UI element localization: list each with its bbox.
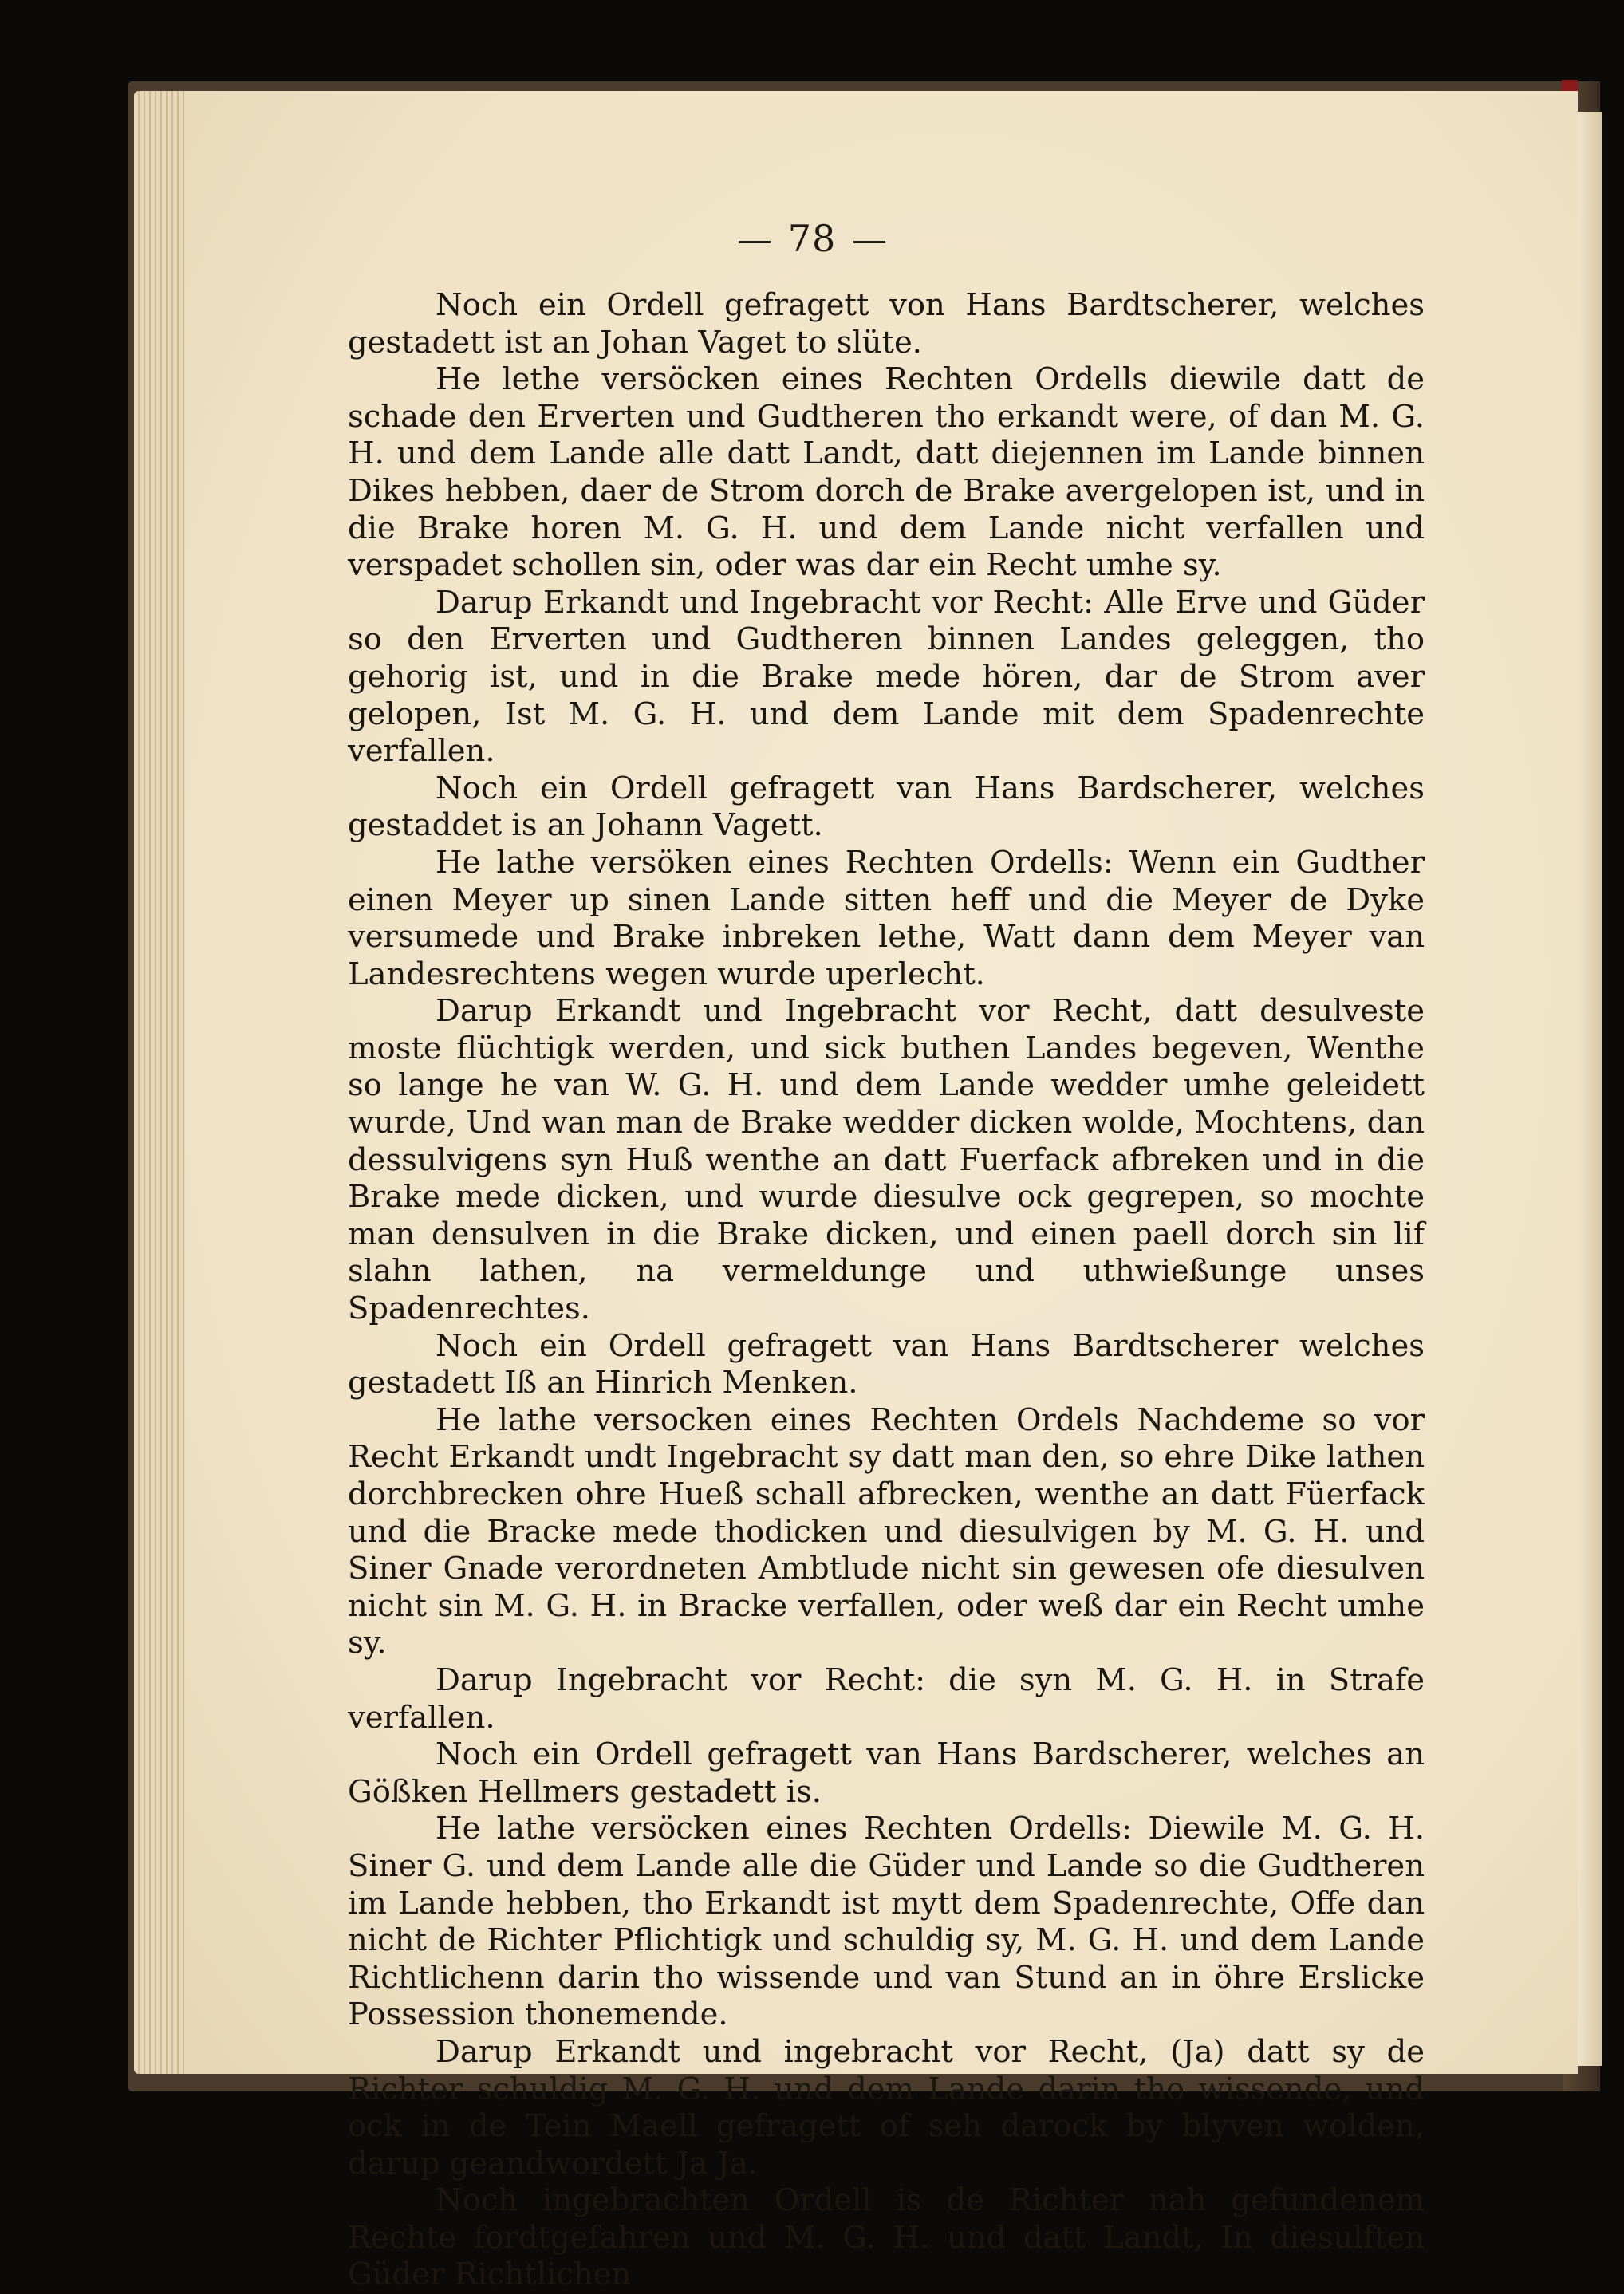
paragraph: He lethe versöcken eines Rechten Ordells diewile datt de schade den Erverten und Gudtheren tho erkandt were, of dan M. G. H. und dem Lande alle datt Landt, datt diejennen im Lande binnen Dikes hebben, daer de Strom dorch de Brake avergelopen ist, und in die Brake horen M. G. H. und dem Lande nicht verfallen und verspadet schollen sin, oder was dar ein Recht umhe sy. bbox=[348, 361, 1425, 584]
paragraph: Darup Ingebracht vor Recht: die syn M. G. H. in Strafe verfallen. bbox=[348, 1661, 1425, 1736]
paragraph: Noch ein Ordell gefragett van Hans Bardtscherer welches gestadett Iß an Hinrich Menken. bbox=[348, 1327, 1425, 1401]
paragraph: Noch ein Ordell gefragett van Hans Bardscherer, welches an Gößken Hellmers gestadett is. bbox=[348, 1736, 1425, 1810]
paragraph: Noch ingebrachten Ordell is de Richter nah gefundenem Rechte fordtgefahren und M. G. H. und datt Landt, In diesulften Güder Richtlichen bbox=[348, 2182, 1425, 2293]
paragraph: Noch ein Ordell gefragett van Hans Bardscherer, welches gestaddet is an Johann Vagett. bbox=[348, 770, 1425, 844]
paragraph: Darup Erkandt und Ingebracht vor Recht: Alle Erve und Güder so den Erverten und Gudtheren binnen Landes geleggen, tho gehorig ist, und in die Brake mede hören, dar de Strom aver gelopen, Ist M. G. H. und dem Lande mit dem Spadenrechte verfallen. bbox=[348, 584, 1425, 770]
paragraph: Noch ein Ordell gefragett von Hans Bardtscherer, welches gestadett ist an Johan Vaget to slüte. bbox=[348, 287, 1425, 361]
paragraph: He lathe versocken eines Rechten Ordels Nachdeme so vor Recht Erkandt undt Ingebracht sy datt man den, so ehre Dike lathen dorchbrecken ohre Hueß schall afbrecken, wenthe an datt Füerfack und die Bracke mede thodicken und diesulvigen by M. G. H. und Siner Gnade verordneten Ambtlude nicht sin gewesen ofe diesulven nicht sin M. G. H. in Bracke verfallen, oder weß dar ein Recht umhe sy. bbox=[348, 1401, 1425, 1661]
paragraph: Darup Erkandt und ingebracht vor Recht, (Ja) datt sy de Richter schuldig M. G. H. und dem Lande darin tho wissende, und ock in de Tein Maell gefragett of seh darock by blyven wolden, darup geandwordett Ja Ja. bbox=[348, 2033, 1425, 2182]
body-text bbox=[348, 287, 1425, 2294]
paragraph: He lathe versöken eines Rechten Ordells: Wenn ein Gudther einen Meyer up sinen Lande sitten heff und die Meyer de Dyke versumede und Brake inbreken lethe, Watt dann dem Meyer van Landesrechtens wegen wurde uperlecht. bbox=[348, 844, 1425, 992]
page-number-value: 78 bbox=[787, 217, 837, 260]
paragraph: He lathe versöcken eines Rechten Ordells: Diewile M. G. H. Siner G. und dem Lande alle die Güder und Lande so die Gudtheren im Lande hebben, tho Erkandt ist mytt dem Spadenrechte, Offe dan nicht de Richter Pflichtigk und schuldig sy, M. G. H. und dem Lande Richtlichenn darin tho wissende und van Stund an in öhre Erslicke Possession thonemende. bbox=[348, 1811, 1425, 2033]
page-stack-edge bbox=[134, 91, 191, 2074]
dash-left bbox=[739, 241, 771, 243]
dash-right bbox=[853, 241, 885, 243]
facing-page-edge bbox=[1578, 112, 1602, 2066]
page-number bbox=[0, 217, 1624, 260]
paragraph: Darup Erkandt und Ingebracht vor Recht, datt desulveste moste flüchtigk werden, und sick buthen Landes begeven, Wenthe so lange he van W. G. H. und dem Lande wedder umhe geleidett wurde, Und wan man de Brake wedder dicken wolde, Mochtens, dan dessulvigens syn Huß wenthe an datt Fuerfack afbreken und in die Brake mede dicken, und wurde diesulve ock gegrepen, so mochte man densulven in die Brake dicken, und einen paell dorch sin lif slahn lathen, na vermeldunge und uthwießunge unses Spadenrechtes. bbox=[348, 993, 1425, 1327]
